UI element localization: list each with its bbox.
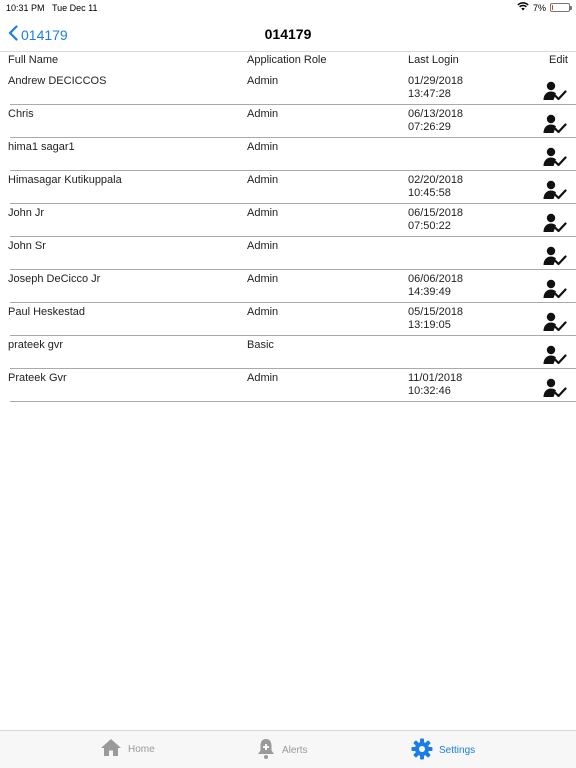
row-last-login <box>408 306 463 332</box>
row-full-name: Chris <box>8 108 34 120</box>
row-last-login-time: 07:26:29 <box>408 121 451 133</box>
row-application-role: Admin <box>247 108 279 120</box>
row-last-login-time: 13:19:05 <box>408 319 451 331</box>
table-row <box>10 369 576 402</box>
gear-icon <box>411 738 433 763</box>
row-application-role: Admin <box>247 207 279 219</box>
row-last-login-date: 11/01/2018 <box>408 372 463 384</box>
edit-user-icon[interactable] <box>543 180 567 203</box>
row-last-login-time: 13:47:28 <box>408 88 451 100</box>
row-full-name: Paul Heskestad <box>8 306 86 318</box>
battery-icon <box>550 3 570 12</box>
row-full-name: prateek gvr <box>8 339 64 351</box>
status-right <box>517 2 570 13</box>
tab-alerts[interactable] <box>256 738 308 763</box>
header-full-name: Full Name <box>8 54 59 66</box>
battery-percent: 7% <box>532 2 546 13</box>
edit-user-icon[interactable] <box>543 312 567 335</box>
row-last-login-time: 10:45:58 <box>408 187 451 199</box>
back-button-label: 014179 <box>21 26 68 43</box>
table-row <box>10 204 576 237</box>
row-application-role: Admin <box>247 372 279 384</box>
row-last-login <box>408 372 462 398</box>
row-full-name: Joseph DeCicco Jr <box>8 273 101 285</box>
back-button[interactable] <box>8 25 68 44</box>
table-row <box>10 336 576 369</box>
table-header <box>0 52 576 72</box>
row-last-login-time: 14:39:49 <box>408 286 451 298</box>
row-last-login-time: 10:32:46 <box>408 385 451 397</box>
header-application-role: Application Role <box>247 54 327 66</box>
nav-bar <box>0 16 576 52</box>
row-last-login <box>408 207 463 233</box>
row-last-login <box>408 75 463 101</box>
tab-settings[interactable] <box>411 738 475 763</box>
table-row <box>10 171 576 204</box>
row-last-login-date: 06/13/2018 <box>408 108 464 120</box>
tab-home[interactable] <box>100 738 155 760</box>
table-row <box>10 72 576 105</box>
battery-fill <box>552 5 553 10</box>
table-row <box>10 270 576 303</box>
status-time: 10:31 PM <box>6 3 45 13</box>
row-last-login-date: 05/15/2018 <box>408 306 464 318</box>
edit-user-icon[interactable] <box>543 279 567 302</box>
row-last-login-date: 01/29/2018 <box>408 75 464 87</box>
row-application-role: Admin <box>247 306 279 318</box>
row-full-name: Himasagar Kutikuppala <box>8 174 122 186</box>
alert-bell-icon <box>256 738 276 763</box>
tab-bar <box>0 730 576 768</box>
row-application-role: Admin <box>247 174 279 186</box>
row-application-role: Admin <box>247 240 279 252</box>
row-application-role: Admin <box>247 273 279 285</box>
home-icon <box>100 738 122 760</box>
header-last-login: Last Login <box>408 54 459 66</box>
table-body <box>0 72 576 402</box>
table-row <box>10 303 576 336</box>
edit-user-icon[interactable] <box>543 246 567 269</box>
row-full-name: hima1 sagar1 <box>8 141 75 153</box>
edit-user-icon[interactable] <box>543 213 567 236</box>
row-last-login-date: 06/15/2018 <box>408 207 464 219</box>
edit-user-icon[interactable] <box>543 378 567 401</box>
edit-user-icon[interactable] <box>543 345 567 368</box>
tab-home-label: Home <box>128 743 155 755</box>
status-date: Tue Dec 11 <box>52 3 98 13</box>
row-last-login-date: 06/06/2018 <box>408 273 464 285</box>
edit-user-icon[interactable] <box>543 81 567 104</box>
tab-alerts-label: Alerts <box>282 745 308 756</box>
row-last-login <box>408 174 463 200</box>
page-title: 014179 <box>264 26 312 42</box>
row-application-role: Basic <box>247 339 274 351</box>
table-row <box>10 138 576 171</box>
row-full-name: John Sr <box>8 240 46 252</box>
row-last-login <box>408 273 463 299</box>
table-row <box>10 105 576 138</box>
row-full-name: Prateek Gvr <box>8 372 67 384</box>
row-application-role: Admin <box>247 141 279 153</box>
users-table <box>0 52 576 402</box>
row-last-login-time: 07:50:22 <box>408 220 451 232</box>
table-row <box>10 237 576 270</box>
row-application-role: Admin <box>247 75 279 87</box>
row-full-name: Andrew DECICCOS <box>8 75 107 87</box>
row-last-login <box>408 108 463 134</box>
status-bar <box>0 0 576 16</box>
wifi-icon <box>517 2 529 13</box>
edit-user-icon[interactable] <box>543 147 567 170</box>
row-full-name: John Jr <box>8 207 45 219</box>
header-edit: Edit <box>549 54 568 66</box>
tab-settings-label: Settings <box>439 745 476 756</box>
row-last-login-date: 02/20/2018 <box>408 174 464 186</box>
edit-user-icon[interactable] <box>543 114 567 137</box>
chevron-left-icon <box>8 25 21 44</box>
